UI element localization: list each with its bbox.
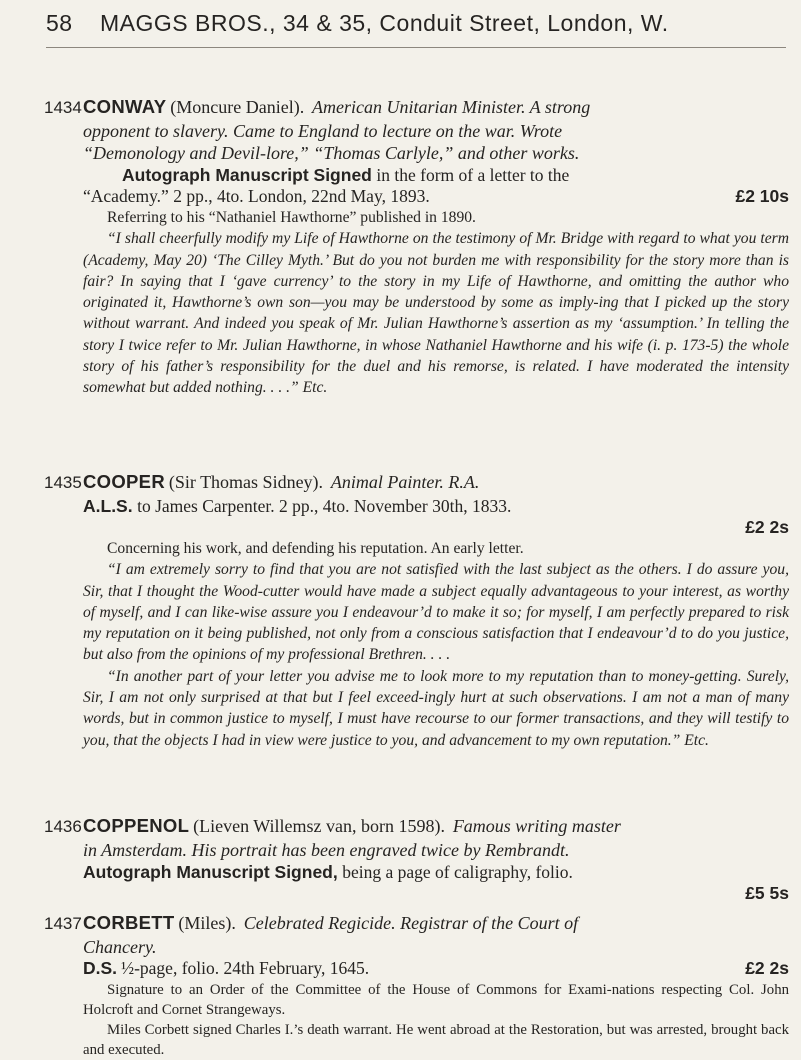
catalogue-entry-1437 (44, 912, 789, 1060)
document-line (44, 861, 789, 883)
entry-description: Famous writing master (452, 816, 621, 836)
price: £2 2s (745, 516, 789, 537)
page-header (46, 4, 786, 44)
document-line (44, 495, 789, 517)
entry-description-cont: “Demonology and Devil-lore,” “Thomas Carlyle,” and other works. (83, 142, 580, 163)
entry-quote: “I shall cheerfully modify my Life of Hawthorne on the testimony of Mr. Bridge with regard to what you term (Academy, May 20) ‘The Cilley Myth.’ But do you not burden me with responsibility for the story more than is fair? In saying that I ‘gave currency’ to the story in my Life of Hawthorne, and omitting the author who originated it, Hawthorne’s own son—you may be understood by some as imply-ing that I picked up the story without warrant. And indeed you speak of Mr. Julian Hawthorne’s assertion as my ‘assumption.’ In telling the story I twice refer to Mr. Julian Hawthorne, in whose Nathaniel Hawthorne and his wife (i. p. 173-5) the whole story of his father’s responsibility for the duel and his remorse, is related. I have moderated the intensity somewhat but added nothing. . . .” Etc. (83, 230, 789, 397)
entry-name-detail: (Lieven Willemsz van, born 1598). (193, 816, 446, 836)
entry-name: COOPER (83, 471, 165, 492)
document-detail-row (44, 186, 789, 208)
running-head: MAGGS BROS., 34 & 35, Conduit Street, London, W. (100, 10, 669, 36)
catalogue-entry-1434 (44, 96, 789, 399)
entry-note: Referring to his “Nathaniel Hawthorne” published in 1890. (107, 209, 476, 226)
price: £2 10s (735, 185, 789, 206)
header-rule (46, 47, 786, 48)
page-number: 58 (46, 10, 73, 36)
entry-name: CONWAY (83, 96, 167, 117)
entry-name: CORBETT (83, 912, 175, 933)
price: £2 2s (745, 957, 789, 978)
lot-number: 1436 (44, 817, 82, 836)
entry-description: American Unitarian Minister. A strong (312, 97, 591, 117)
entry-note: Signature to an Order of the Committee of the House of Commons for Exami-nations respecting Col. John Holcroft and Cornet Strangeways. (83, 982, 789, 1018)
entry-note: Miles Corbett signed Charles I.’s death warrant. He went abroad at the Restoration, but was arrested, brought back and executed. (83, 1022, 789, 1058)
lot-number: 1435 (44, 473, 82, 492)
price-row (44, 883, 789, 905)
entry-name-detail: (Moncure Daniel). (170, 97, 305, 117)
document-line (44, 164, 789, 186)
entry-description-cont: in Amsterdam. His portrait has been engraved twice by Rembrandt. (83, 839, 570, 860)
entry-name-detail: (Miles). (178, 913, 236, 933)
document-detail: “Academy.” 2 pp., 4to. London, 22nd May, 1893. (83, 185, 430, 206)
lot-number: 1437 (44, 914, 82, 933)
entry-note: Concerning his work, and defending his reputation. An early letter. (107, 540, 524, 557)
document-description: ½-page, folio. 24th February, 1645. (120, 957, 370, 978)
lot-number: 1434 (44, 98, 82, 117)
price: £5 5s (745, 882, 789, 903)
entry-quote: “I am extremely sorry to find that you are not satisfied with the last subject as the others. I do assure you, Sir, that I thought the Wood-cutter would have made a subject equally advantageous to your interest, as worthy of myself, and I can like-wise assure you I endeavour’d to make it so; for myself, I am perfectly prepared to risk my reputation on it being published, not only from a conscious satisfaction that I endeavour’d to do you justice, but also from the opinions of my professional Brethren. . . . (83, 561, 789, 664)
entry-description: Animal Painter. R.A. (330, 472, 480, 492)
document-type: D.S. (83, 957, 118, 978)
entry-name: COPPENOL (83, 815, 190, 836)
catalogue-entry-1436 (44, 815, 789, 904)
entry-quote: “In another part of your letter you advise me to look more to my reputation than to money-getting. Surely, Sir, I am not only surprised at that but I feel exceed-ingly hurt at such observations. I am not a man of many words, but in common justice to myself, I must have recourse to our former transactions, and they will testify to you, that the objects I had in view were justice to you, and advancement to my own reputation.” Etc. (83, 667, 789, 749)
entry-description: Celebrated Regicide. Registrar of the Court of (243, 913, 579, 933)
entry-description-cont: opponent to slavery. Came to England to lecture on the war. Wrote (83, 120, 563, 141)
document-type: Autograph Manuscript Signed (122, 164, 372, 185)
document-type: Autograph Manuscript Signed, (83, 861, 338, 882)
document-description: in the form of a letter to the (376, 164, 570, 185)
entry-name-detail: (Sir Thomas Sidney). (168, 472, 324, 492)
entry-description-cont: Chancery. (83, 936, 157, 957)
document-type: A.L.S. (83, 495, 133, 516)
document-description: to James Carpenter. 2 pp., 4to. November 30th, 1833. (137, 495, 512, 516)
document-description: being a page of caligraphy, folio. (342, 861, 573, 882)
price-row (44, 517, 789, 539)
catalogue-entry-1435 (44, 471, 789, 751)
document-detail-row (44, 958, 789, 981)
